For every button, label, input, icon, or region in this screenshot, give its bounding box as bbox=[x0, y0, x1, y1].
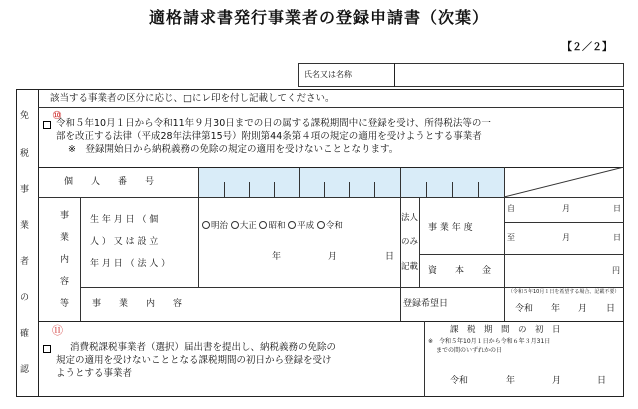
period-note-1: ※ 令和５年10月１日から令和６年３月31日 bbox=[428, 338, 551, 345]
era-label: 令和 bbox=[325, 220, 343, 231]
period-note-2: までの間のいずれかの日 bbox=[436, 347, 503, 354]
section11-line1: 消費税課税事業者（選択）届出書を提出し、納税義務の免除の bbox=[70, 342, 337, 353]
fiscal-to-day: 日 bbox=[613, 233, 621, 242]
side-char: 事 bbox=[20, 185, 30, 195]
page-indicator: 【２／２】 bbox=[562, 42, 612, 53]
diagonal-slash bbox=[504, 167, 624, 197]
era-heisei[interactable] bbox=[288, 221, 314, 231]
side-char: 者 bbox=[20, 257, 30, 267]
period-month: 月 bbox=[552, 376, 562, 386]
capital-label: 資 本 金 bbox=[428, 266, 492, 276]
section10-checkbox[interactable] bbox=[43, 121, 51, 129]
desired-date-reiwa: 令和 bbox=[515, 304, 534, 314]
col-char: 業 bbox=[60, 233, 70, 243]
col-char: 容 bbox=[60, 277, 70, 287]
personal-number-label: 個 人 番 号 bbox=[64, 177, 155, 187]
birthdate-label-1: 生 年 月 日 （ 個 bbox=[90, 215, 159, 225]
fiscal-from-label: 自 bbox=[507, 204, 515, 213]
capital-yen: 円 bbox=[612, 266, 620, 275]
era-label: 昭和 bbox=[268, 220, 286, 231]
personal-number-field[interactable] bbox=[199, 168, 504, 197]
era-showa[interactable] bbox=[259, 221, 285, 231]
corp-only-1: 法人 bbox=[401, 213, 419, 223]
era-meiji[interactable] bbox=[202, 221, 228, 231]
col-char: 事 bbox=[60, 211, 70, 221]
section10-line1: 令和５年10月１日から令和11年９月30日までの日の属する課税期間中に登録を受け、所得税法等の一 bbox=[56, 118, 491, 129]
era-label: 明治 bbox=[211, 220, 229, 231]
fiscal-to-month: 月 bbox=[562, 233, 570, 242]
section11-checkbox[interactable] bbox=[43, 345, 51, 353]
period-label: 課 税 期 間 の 初 日 bbox=[450, 325, 561, 335]
desired-date-note: （令和５年10月１日を希望する場合、記載不要） bbox=[508, 289, 620, 295]
era-label: 大正 bbox=[239, 220, 257, 231]
era-label: 平成 bbox=[297, 220, 315, 231]
era-taisho[interactable] bbox=[231, 221, 257, 231]
fiscal-to-label: 至 bbox=[507, 233, 515, 242]
fiscal-from-month: 月 bbox=[562, 204, 570, 213]
section11-number: ⑪ bbox=[52, 324, 63, 337]
fiscal-year-label: 事 業 年 度 bbox=[428, 223, 473, 233]
side-char: 確 bbox=[20, 329, 30, 339]
name-label: 氏名又は名称 bbox=[304, 70, 352, 79]
corp-only-3: 記載 bbox=[401, 262, 419, 272]
desired-date-day: 日 bbox=[606, 304, 616, 314]
era-options[interactable] bbox=[202, 221, 343, 230]
side-char: 認 bbox=[20, 365, 30, 375]
corp-only-2: のみ bbox=[401, 237, 419, 247]
section11-line2: 規定の適用を受けないこととなる課税期間の初日から登録を受け bbox=[56, 355, 332, 366]
side-char: の bbox=[20, 293, 30, 303]
section11-line3: ようとする事業者 bbox=[56, 368, 133, 379]
section10-number: ⑩ bbox=[52, 109, 62, 122]
birth-day-label: 日 bbox=[385, 252, 395, 262]
instruction-text: 該当する事業者の区分に応じ、□にレ印を付し記載してください。 bbox=[50, 93, 335, 104]
period-day: 日 bbox=[597, 376, 607, 386]
side-char: 業 bbox=[20, 221, 30, 231]
period-year: 年 bbox=[506, 376, 516, 386]
name-input[interactable] bbox=[396, 64, 622, 86]
section10-note: ※ 登録開始日から納税義務の免除の規定の適用を受けないこととなります。 bbox=[68, 144, 399, 155]
section10-line2: 部を改正する法律（平成28年法律第15号）附則第44条第４項の規定の適用を受けようとする事業者 bbox=[56, 131, 482, 142]
era-reiwa[interactable] bbox=[317, 221, 343, 231]
desired-date-month: 月 bbox=[578, 304, 588, 314]
business-input[interactable] bbox=[199, 288, 399, 320]
birth-year-label: 年 bbox=[272, 252, 282, 262]
business-label: 事 業 内 容 bbox=[92, 299, 183, 309]
birthdate-label-3: 年 月 日 （ 法 人 ） bbox=[90, 259, 171, 269]
side-char: 税 bbox=[20, 149, 30, 159]
fiscal-from-day: 日 bbox=[613, 204, 621, 213]
col-char: 内 bbox=[60, 255, 70, 265]
page-title: 適格請求書発行事業者の登録申請書（次葉） bbox=[148, 8, 489, 27]
desired-date-year: 年 bbox=[551, 304, 561, 314]
col-char: 等 bbox=[60, 299, 70, 309]
side-char: 免 bbox=[20, 111, 30, 121]
period-reiwa: 令和 bbox=[450, 376, 469, 386]
birth-month-label: 月 bbox=[328, 252, 338, 262]
desired-date-label: 登録希望日 bbox=[403, 299, 449, 309]
birthdate-label-2: 人 ） 又 は 設 立 bbox=[90, 237, 159, 247]
